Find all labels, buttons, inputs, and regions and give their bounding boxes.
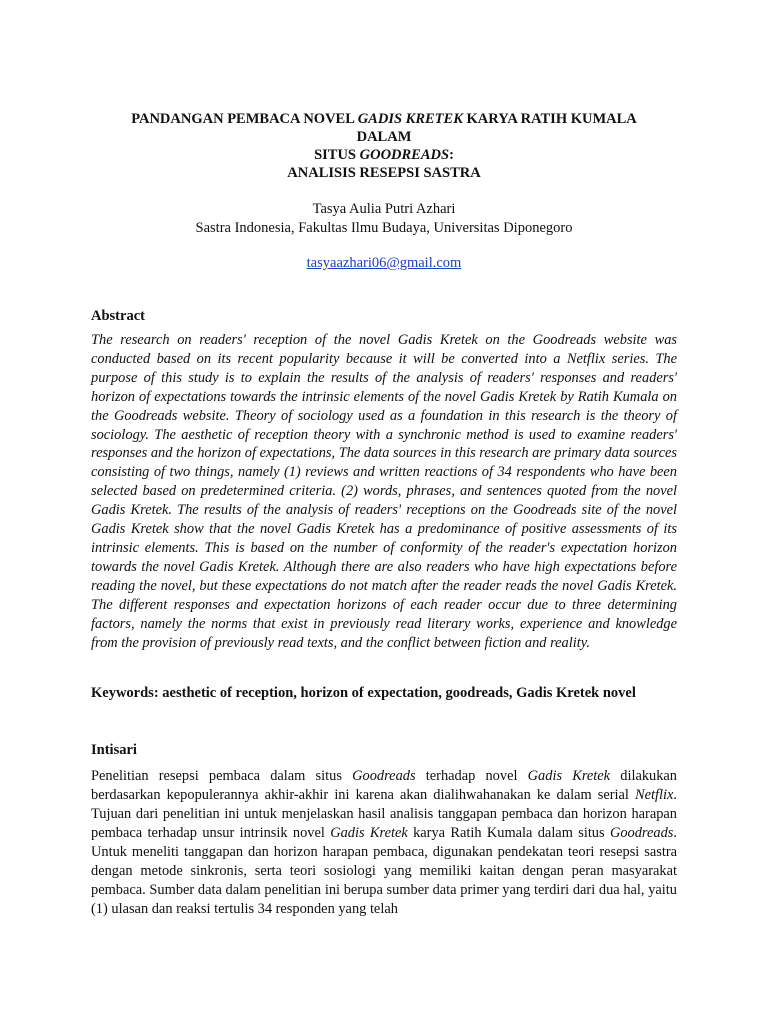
title-novel-name: GADIS KRETEK — [357, 111, 463, 127]
title-line-3: SITUS GOODREADS: — [314, 147, 454, 163]
intisari-body: Penelitian resepsi pembaca dalam situs Goodreads terhadap novel Gadis Kretek dilakukan berdasarkan kepopulerannya akhir-akhir ini karena akan dialihwahanakan ke dalam serial Netflix. Tujuan dari penelitian ini untuk menjelaskan hasil analisis tanggapan pembaca dan horizon harapan pembaca terhadap unsur intrinsik novel Gadis Kretek karya Ratih Kumala dalam situs Goodreads. Untuk meneliti tanggapan dan horizon harapan pembaca, digunakan pendekatan teori resepsi sastra dengan metode sinkronis, serta teori sosiologi yang memiliki kaitan dengan peran masyarakat pembaca. Sumber data dalam penelitian ini berupa sumber data primer yang terdiri dari dua hal, yaitu (1) ulasan dan reaksi tertulis 34 responden yang telah — [91, 768, 677, 917]
author-block — [90, 200, 678, 237]
email-link[interactable]: tasyaazhari06@gmail.com — [306, 255, 462, 271]
abstract-heading: Abstract — [91, 308, 145, 324]
abstract-body: The research on readers' reception of the novel Gadis Kretek on the Goodreads website was conducted based on its recent popularity because it will be converted into a Netflix series. The purpose of this study is to explain the results of the analysis of readers' responses and readers' horizon of expectations towards the intrinsic elements of the novel Gadis Kretek by Ratih Kumala on the Goodreads website. Theory of sociology used as a foundation in this research is the theory of sociology. The aesthetic of reception theory with a synchronic method is used to examine readers' responses and the horizon of expectations, The data sources in this research are primary data sources consisting of two things, namely (1) reviews and written reactions of 34 respondents who have been selected based on predetermined criteria. (2) words, phrases, and sentences quoted from the novel Gadis Kretek. The results of the analysis of readers' receptions on the Goodreads site of the novel Gadis Kretek show that the novel Gadis Kretek has a predominance of positive assessments of its intrinsic elements. This is based on the number of conformity of the reader's expectation horizon towards the novel Gadis Kretek. Although there are also readers who have high expectations before reading the novel, but these expectations do not match after the reader reads the novel Gadis Kretek. The different responses and expectation horizons of each reader occur due to three determining factors, namely the norms that exist in previously read literary works, experience and knowledge from the provision of previously read texts, and the conflict between fiction and reality. — [91, 332, 677, 651]
keywords: Keywords: aesthetic of reception, horizon of expectation, goodreads, Gadis Kretek novel — [91, 685, 636, 701]
author-email — [90, 254, 678, 272]
author-name: Tasya Aulia Putri Azhari — [312, 201, 456, 217]
title-line-2: DALAM — [356, 129, 412, 145]
intisari-heading: Intisari — [91, 742, 137, 758]
title-line-1: PANDANGAN PEMBACA NOVEL GADIS KRETEK KARYA RATIH KUMALA — [131, 111, 637, 127]
title-site-name: GOODREADS — [359, 147, 450, 163]
author-affiliation: Sastra Indonesia, Fakultas Ilmu Budaya, Universitas Diponegoro — [195, 219, 573, 236]
paper-title — [90, 110, 678, 182]
title-line-4: ANALISIS RESEPSI SASTRA — [287, 165, 481, 181]
